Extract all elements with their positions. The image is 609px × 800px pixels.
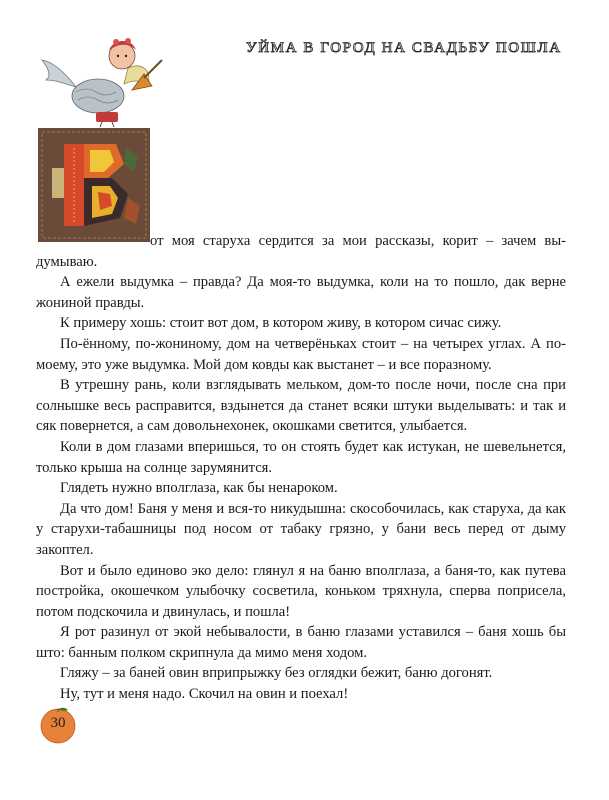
paragraph: Да что дом! Баня у меня и вся-то никудышна: скособочилась, как старуха, да как у старухи-табашницы под носом от табаку грязно, у бани весь перед от дыму закоптел. xyxy=(36,500,566,558)
paragraph: Я рот разинул от экой небывалости, в баню глазами уставился – баня хошь бы што: банным полком скрипнула да мимо меня ходом. xyxy=(36,624,566,661)
page-number: 30 xyxy=(50,715,66,731)
paragraph: Ну, тут и меня надо. Скочил на овин и поехал! xyxy=(60,686,349,703)
paragraph: Глядеть нужно вполглаза, как бы ненароком. xyxy=(60,480,338,497)
paragraph: Вот и было единово эко дело: глянул я на баню вполглаза, а баня-то, как путева постройка, окошечком улыбочку сосветила, коньком тряхнула, сперва поприсела, потом подскочила и двинулась, и пошла! xyxy=(36,562,566,620)
paragraph: К примеру хошь: стоит вот дом, в котором живу, в котором сичас сижу. xyxy=(60,315,502,332)
paragraph: Коли в дом глазами вперишься, то он стоять будет как истукан, не шевельнется, только крыша на солнце зарумянится. xyxy=(36,438,566,476)
page-number-badge xyxy=(38,704,78,744)
paragraph: Гляжу – за баней овин вприпрыжку без оглядки бежит, баню догонят. xyxy=(60,665,493,682)
paragraph-text-first: от моя старуха сердится за мои рассказы, корит – зачем выдумываю. xyxy=(36,233,566,270)
paragraph: По-ённому, по-жониному, дом на четверёньках стоит – на четырех углах. А по-моему, это уже выдумка. Мой дом ковды как выстанет – и все поразному. xyxy=(36,335,566,373)
paragraph: А ежели выдумка – правда? Да моя-то выдумка, коли на то пошло, дак верне жониной правды. xyxy=(36,274,566,311)
drop-cap-letter-block xyxy=(38,128,150,242)
paragraph xyxy=(36,231,566,272)
bird-balalaika-illustration xyxy=(36,32,166,127)
chapter-title: УЙМА В ГОРОД НА СВАДЬБУ ПОШЛА xyxy=(246,40,562,56)
paragraph: В утрешну рань, коли взглядывать мельком, дом-то после ночи, после сна при солнышке весь расправится, вздынется да станет всяки штуки выделывать: и так и сяк повернется, а сам довольнехонек, окошками светится, улыбается. xyxy=(36,377,566,435)
body-text xyxy=(36,231,566,705)
